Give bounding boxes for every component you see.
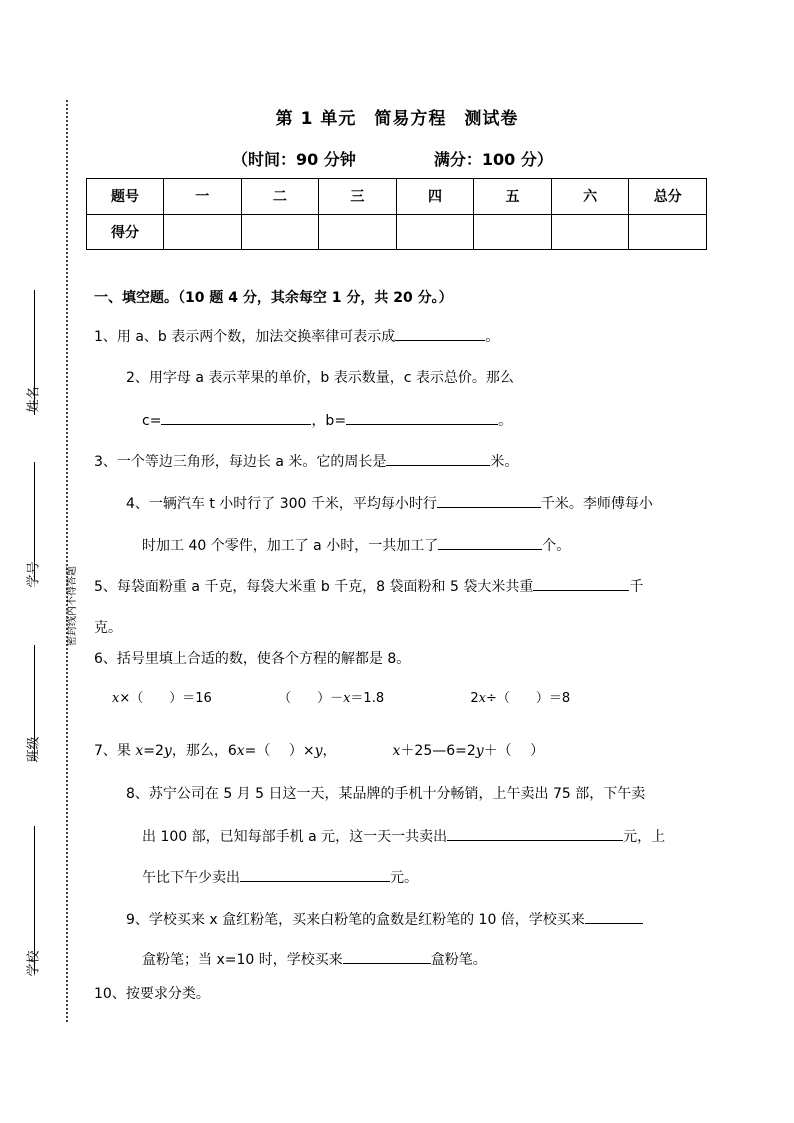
score-cell[interactable]: [164, 214, 242, 250]
full-score: 满分：100 分）: [433, 150, 553, 169]
question-text: 2、用字母 a 表示苹果的单价，b 表示数量，c 表示总价。那么: [126, 370, 514, 386]
question-8: 8、苏宁公司在 5 月 5 日这一天，某品牌的手机十分畅销，上午卖出 75 部，下午卖: [126, 786, 646, 802]
question-9: [126, 909, 643, 930]
question-2: [126, 368, 514, 388]
page-title: 第 1 单元 简易方程 测试卷: [275, 109, 519, 129]
student-no-label: 学号: [26, 561, 42, 588]
score-table: [86, 178, 707, 250]
time-limit: （时间：90 分钟: [232, 150, 356, 169]
score-header-cell: 总分: [629, 179, 707, 215]
score-header-cell: 二: [241, 179, 319, 215]
answer-blank[interactable]: [395, 326, 485, 341]
question-text: ，b=: [311, 413, 347, 429]
question-text: 千: [629, 579, 644, 595]
answer-blank[interactable]: ＋（ ）: [483, 743, 545, 759]
question-2-line-2: [142, 410, 512, 431]
question-text: 9、学校买来 x 盒红粉笔，买来白粉笔的盒数是红粉笔的 10 倍，学校买来: [126, 912, 585, 928]
question-text: 米。: [490, 454, 519, 470]
score-cell[interactable]: [474, 214, 552, 250]
answer-blank[interactable]: [161, 410, 311, 425]
question-text: 出 100 部，已知每部手机 a 元，这一天一共卖出: [142, 829, 448, 845]
answer-blank[interactable]: [346, 410, 498, 425]
question-10: 10、按要求分类。: [94, 986, 210, 1002]
question-text: 元。: [390, 870, 418, 886]
question-text: 5、每袋面粉重 a 千克，每袋大米重 b 千克，8 袋面粉和 5 袋大米共重: [94, 579, 534, 595]
equation-1[interactable]: ×（ ）＝16: [119, 691, 212, 706]
question-5: [94, 576, 643, 597]
question-text: c=: [142, 413, 162, 429]
question-9-line-2: [142, 949, 487, 970]
exam-info: [232, 147, 553, 170]
score-header-cell: 三: [319, 179, 397, 215]
answer-blank[interactable]: [533, 576, 629, 591]
question-text: 午比下午少卖出: [142, 870, 240, 886]
question-3: [94, 451, 518, 472]
answer-blank[interactable]: [447, 826, 623, 841]
section-heading: 一、填空题。（10 题 4 分，其余每空 1 分，共 20 分。）: [94, 290, 453, 306]
score-row-label: 得分: [87, 214, 164, 250]
equation-text: 2: [470, 691, 479, 706]
score-header-cell: 四: [396, 179, 474, 215]
math-variable: x: [112, 691, 120, 706]
question-text: 1、用 a、b 表示两个数，加法交换率律可表示成: [94, 329, 396, 345]
question-text: 时加工 40 个零件，加工了 a 小时，一共加工了: [142, 538, 439, 554]
question-5-line-2: 克。: [94, 620, 122, 636]
score-header-cell: 一: [164, 179, 242, 215]
question-text: 4、一辆汽车 t 小时行了 300 千米，平均每小时行: [126, 496, 437, 512]
question-text: 千米。李师傅每小: [540, 496, 653, 512]
answer-blank[interactable]: [437, 493, 541, 508]
score-table-header-row: [87, 179, 707, 215]
answer-blank[interactable]: =（ ）×: [244, 743, 315, 759]
question-8-line-3: [142, 867, 418, 888]
question-text: 。: [485, 329, 500, 345]
question-1: [94, 326, 499, 347]
school-label: 学校: [26, 950, 42, 977]
equation-text: ＝1.8: [350, 691, 385, 706]
score-cell[interactable]: [241, 214, 319, 250]
question-text: 个。: [542, 538, 571, 554]
question-7: 7、果 x=2y，那么，6x=（ ）×y， x＋25—6=2y＋（ ）: [94, 743, 545, 759]
question-6-equations: [112, 689, 570, 709]
answer-blank[interactable]: [438, 535, 542, 550]
answer-blank[interactable]: [240, 867, 390, 882]
math-variable: x: [478, 691, 487, 706]
question-4: [126, 493, 653, 514]
score-header-cell: 六: [551, 179, 629, 215]
question-text: 盒粉笔。: [430, 952, 487, 968]
seal-note: 密封线内不得答题: [67, 566, 78, 646]
score-cell[interactable]: [396, 214, 474, 250]
question-text: 3、一个等边三角形，每边长 a 米。它的周长是: [94, 454, 387, 470]
answer-blank[interactable]: [585, 909, 643, 924]
math-variable: x: [343, 691, 351, 706]
name-label: 姓名: [26, 386, 42, 413]
class-label: 班级: [26, 736, 42, 763]
question-8-line-2: [142, 826, 665, 847]
score-header-cell: 五: [474, 179, 552, 215]
question-6: 6、括号里填上合适的数，使各个方程的解都是 8。: [94, 651, 411, 667]
equation-2[interactable]: （ ）－: [278, 691, 344, 706]
score-header-cell: 题号: [87, 179, 164, 215]
score-cell[interactable]: [629, 214, 707, 250]
question-text: 元，上: [623, 829, 666, 845]
question-text: 。: [498, 413, 513, 429]
question-4-line-2: [142, 535, 570, 556]
answer-blank[interactable]: [343, 949, 431, 964]
score-cell[interactable]: [319, 214, 397, 250]
equation-3[interactable]: ÷（ ）＝8: [486, 691, 571, 706]
question-text: 盒粉笔；当 x=10 时，学校买来: [142, 952, 343, 968]
score-cell[interactable]: [551, 214, 629, 250]
answer-blank[interactable]: [386, 451, 490, 466]
score-table-score-row: [87, 214, 707, 250]
